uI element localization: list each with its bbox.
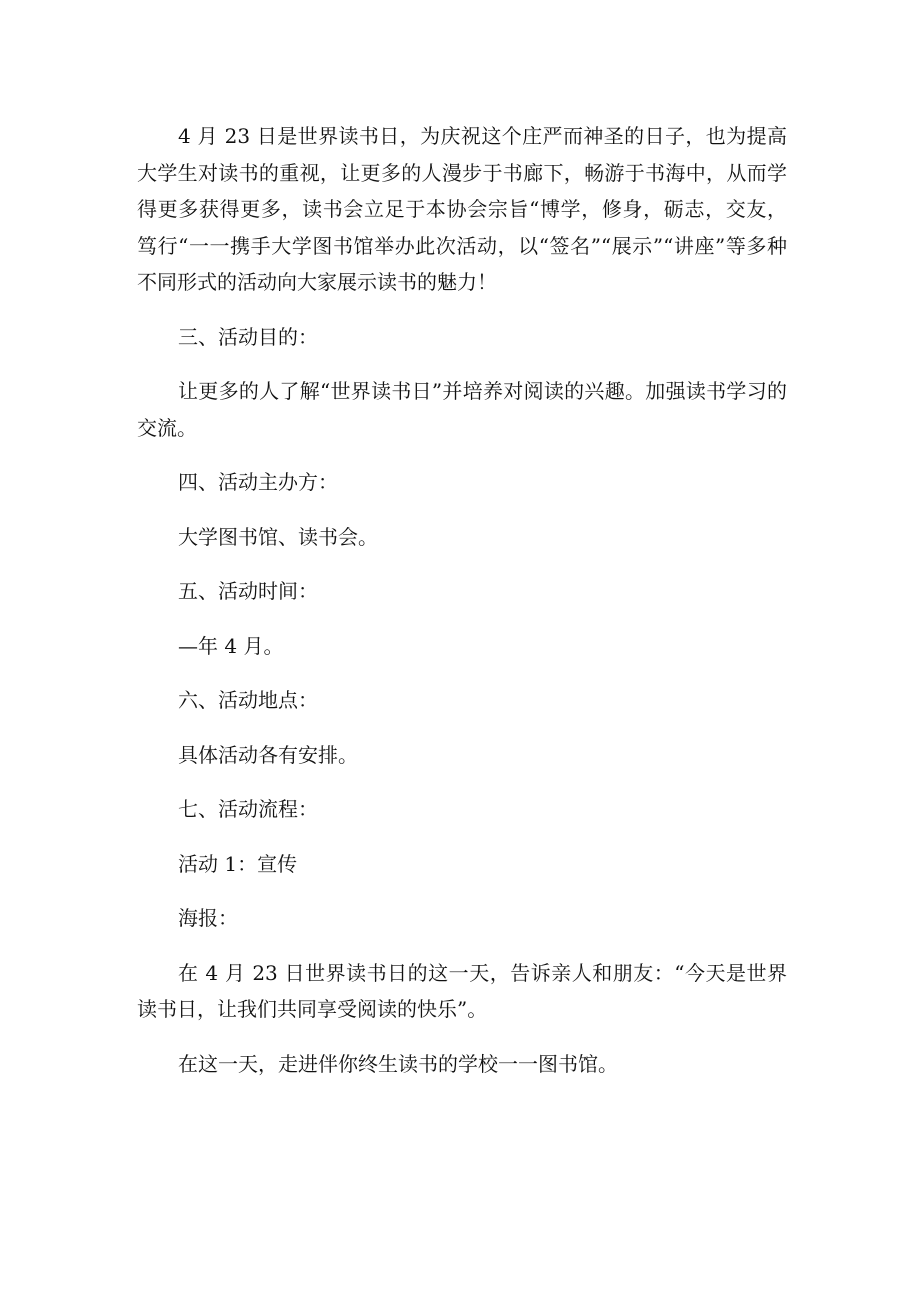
heading-organizer: 四、活动主办方： xyxy=(178,470,338,494)
heading-location: 六、活动地点： xyxy=(178,688,318,712)
paragraph-organizer: 大学图书馆、读书会。 xyxy=(178,524,378,549)
paragraph-location: 具体活动各有安排。 xyxy=(178,742,358,767)
paragraph-time: —年 4 月。 xyxy=(178,633,284,658)
paragraph-purpose: 让更多的人了解“世界读书日”并培养对阅读的兴趣。加强读书学习的交流。 xyxy=(137,379,787,440)
paragraph-poster: 海报： xyxy=(178,906,238,930)
heading-purpose: 三、活动目的： xyxy=(178,324,318,349)
paragraph-library: 在这一天，走进伴你终生读书的学校一一图书馆。 xyxy=(178,1051,618,1076)
heading-process: 七、活动流程： xyxy=(178,797,318,821)
document-body xyxy=(137,118,787,1100)
paragraph-intro: 4 月 23 日是世界读书日，为庆祝这个庄严而神圣的日子，也为提高大学生对读书的重视，让更多的人漫步于书廊下，畅游于书海中，从而学得更多获得更多，读书会立足于本协会宗旨“博学，修身，砺志，交友，笃行“一一携手大学图书馆举办此次活动，以“签名”“展示”“讲座”等多种不同形式的活动向大家展示读书的魅力！ xyxy=(137,124,787,294)
paragraph-activity-1: 活动 1：宣传 xyxy=(178,851,298,876)
paragraph-poster-text: 在 4 月 23 日世界读书日的这一天，告诉亲人和朋友：“今天是世界读书日，让我们共同享受阅读的快乐”。 xyxy=(137,960,787,1021)
heading-time: 五、活动时间： xyxy=(178,579,318,603)
